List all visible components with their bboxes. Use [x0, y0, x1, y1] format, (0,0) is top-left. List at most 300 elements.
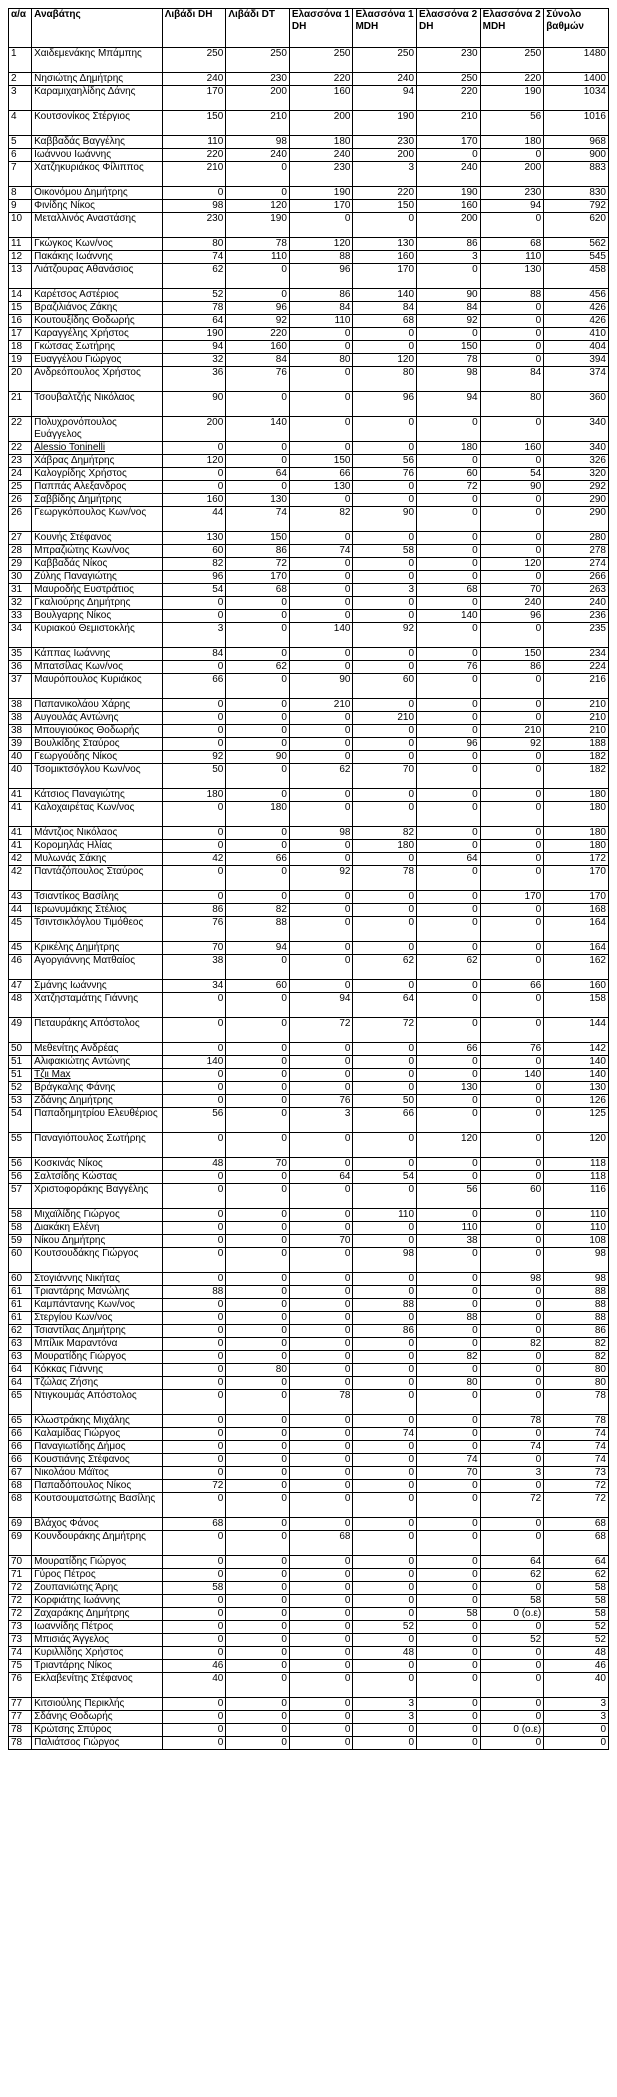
cell-livadi-dt: 0 — [226, 1415, 290, 1428]
table-row — [9, 392, 609, 417]
cell-rider-name: Μουρατίδης Γιώργος — [32, 1351, 163, 1364]
cell-elassona-1-mdh: 0 — [353, 661, 417, 674]
cell-elassona-2-mdh: 0 — [480, 507, 544, 532]
cell-livadi-dh: 56 — [162, 1108, 226, 1133]
cell-elassona-2-dh: 72 — [417, 481, 481, 494]
table-row — [9, 481, 609, 494]
cell-rider-name: Ζύλης Παναγιώτης — [32, 571, 163, 584]
cell-elassona-2-mdh: 0 — [480, 1390, 544, 1415]
cell-rank: 38 — [9, 712, 32, 725]
cell-rider-name: Ζαχαράκης Δημήτρης — [32, 1608, 163, 1621]
cell-elassona-1-mdh: 3 — [353, 162, 417, 187]
cell-elassona-2-mdh: 0 — [480, 1133, 544, 1158]
cell-rider-name: Κουτουξίδης Θοδωρής — [32, 315, 163, 328]
cell-elassona-2-dh: 0 — [417, 993, 481, 1018]
cell-elassona-1-dh: 180 — [289, 136, 353, 149]
cell-elassona-2-dh: 0 — [417, 1531, 481, 1556]
cell-elassona-2-mdh: 230 — [480, 187, 544, 200]
cell-livadi-dh: 0 — [162, 725, 226, 738]
cell-elassona-1-mdh: 0 — [353, 1660, 417, 1673]
table-row — [9, 289, 609, 302]
cell-elassona-1-mdh: 0 — [353, 481, 417, 494]
cell-elassona-1-dh: 0 — [289, 1133, 353, 1158]
cell-elassona-1-mdh: 92 — [353, 623, 417, 648]
cell-livadi-dh: 0 — [162, 738, 226, 751]
cell-elassona-1-mdh: 0 — [353, 1377, 417, 1390]
cell-elassona-2-mdh: 92 — [480, 738, 544, 751]
cell-rank: 57 — [9, 1184, 32, 1209]
cell-rank: 14 — [9, 289, 32, 302]
cell-rank: 58 — [9, 1222, 32, 1235]
cell-elassona-1-mdh: 130 — [353, 238, 417, 251]
cell-elassona-2-mdh: 90 — [480, 481, 544, 494]
cell-total: 0 — [544, 1724, 609, 1737]
cell-elassona-2-mdh: 0 — [480, 917, 544, 942]
cell-rank: 64 — [9, 1377, 32, 1390]
cell-rank: 3 — [9, 86, 32, 111]
table-row — [9, 1480, 609, 1493]
cell-elassona-1-mdh: 0 — [353, 1158, 417, 1171]
cell-rank: 61 — [9, 1299, 32, 1312]
cell-elassona-1-dh: 0 — [289, 853, 353, 866]
table-row — [9, 532, 609, 545]
cell-elassona-1-mdh: 80 — [353, 367, 417, 392]
cell-total: 1016 — [544, 111, 609, 136]
cell-elassona-1-mdh: 150 — [353, 200, 417, 213]
cell-rider-name: Κιτσιούλης Περικλής — [32, 1698, 163, 1711]
cell-rider-name: Μπατσίλας Κων/νος — [32, 661, 163, 674]
table-row — [9, 623, 609, 648]
cell-rank: 10 — [9, 213, 32, 238]
cell-elassona-1-dh: 92 — [289, 866, 353, 891]
cell-elassona-2-mdh: 0 — [480, 674, 544, 699]
cell-rank: 63 — [9, 1338, 32, 1351]
cell-total: 290 — [544, 494, 609, 507]
cell-elassona-1-dh: 0 — [289, 661, 353, 674]
cell-elassona-1-mdh: 48 — [353, 1647, 417, 1660]
cell-livadi-dh: 210 — [162, 162, 226, 187]
cell-elassona-2-mdh: 0 — [480, 1312, 544, 1325]
cell-livadi-dh: 0 — [162, 1235, 226, 1248]
cell-elassona-1-dh: 0 — [289, 917, 353, 942]
cell-total: 140 — [544, 1056, 609, 1069]
cell-elassona-1-mdh: 230 — [353, 136, 417, 149]
cell-elassona-2-dh: 200 — [417, 213, 481, 238]
cell-elassona-1-mdh: 0 — [353, 1222, 417, 1235]
cell-rider-name: Κουτσουδάκης Γιώργος — [32, 1248, 163, 1273]
cell-livadi-dt: 0 — [226, 1647, 290, 1660]
cell-rider-name: Γκώτσας Σωτήρης — [32, 341, 163, 354]
cell-rider-name: Τσιαντίλας Δημήτρης — [32, 1325, 163, 1338]
cell-rider-name: Ευαγγέλου Γιώργος — [32, 354, 163, 367]
cell-rider-name[interactable]: Alessio Toninelli — [32, 442, 163, 455]
cell-elassona-1-dh: 0 — [289, 1056, 353, 1069]
cell-elassona-1-dh: 64 — [289, 1171, 353, 1184]
cell-elassona-2-dh: 130 — [417, 1082, 481, 1095]
cell-elassona-1-mdh: 0 — [353, 1454, 417, 1467]
cell-livadi-dt: 0 — [226, 891, 290, 904]
cell-livadi-dh: 0 — [162, 610, 226, 623]
cell-livadi-dh: 80 — [162, 238, 226, 251]
cell-elassona-1-dh: 98 — [289, 827, 353, 840]
cell-livadi-dt: 0 — [226, 1312, 290, 1325]
cell-elassona-1-dh: 0 — [289, 213, 353, 238]
cell-livadi-dh: 0 — [162, 802, 226, 827]
cell-livadi-dt: 190 — [226, 213, 290, 238]
cell-elassona-1-dh: 250 — [289, 48, 353, 73]
cell-rider-name: Πολυχρονόπουλος Ευάγγελος — [32, 417, 163, 442]
cell-livadi-dt: 0 — [226, 1467, 290, 1480]
cell-livadi-dh: 0 — [162, 1711, 226, 1724]
cell-rider-name: Κουστιάνης Στέφανος — [32, 1454, 163, 1467]
cell-rider-name: Κρώτσης Σπύρος — [32, 1724, 163, 1737]
cell-elassona-1-dh: 0 — [289, 980, 353, 993]
cell-elassona-2-mdh: 96 — [480, 610, 544, 623]
table-row — [9, 1493, 609, 1518]
cell-elassona-1-dh: 76 — [289, 1095, 353, 1108]
cell-livadi-dt: 0 — [226, 764, 290, 789]
cell-elassona-2-dh: 0 — [417, 827, 481, 840]
cell-elassona-1-mdh: 0 — [353, 699, 417, 712]
cell-elassona-1-dh: 0 — [289, 392, 353, 417]
cell-livadi-dt: 0 — [226, 827, 290, 840]
cell-elassona-2-dh: 0 — [417, 1634, 481, 1647]
cell-livadi-dt: 0 — [226, 1184, 290, 1209]
cell-elassona-2-dh: 0 — [417, 751, 481, 764]
cell-rider-name: Καμπάντανης Κων/νος — [32, 1299, 163, 1312]
cell-total: 130 — [544, 1082, 609, 1095]
cell-total: 278 — [544, 545, 609, 558]
cell-livadi-dh: 0 — [162, 1621, 226, 1634]
cell-elassona-1-dh: 0 — [289, 891, 353, 904]
cell-elassona-2-mdh: 0 — [480, 328, 544, 341]
cell-elassona-1-mdh: 0 — [353, 328, 417, 341]
cell-elassona-1-dh: 130 — [289, 481, 353, 494]
cell-livadi-dt: 0 — [226, 162, 290, 187]
cell-elassona-1-mdh: 140 — [353, 289, 417, 302]
cell-livadi-dh: 60 — [162, 545, 226, 558]
table-row — [9, 1222, 609, 1235]
cell-elassona-2-dh: 0 — [417, 1621, 481, 1634]
cell-rider-name: Γεωργκόπουλος Κων/νος — [32, 507, 163, 532]
cell-elassona-1-mdh: 0 — [353, 942, 417, 955]
cell-rider-name: Σαλτσίδης Κώστας — [32, 1171, 163, 1184]
cell-elassona-1-dh: 170 — [289, 200, 353, 213]
table-row — [9, 1018, 609, 1043]
cell-elassona-1-mdh: 50 — [353, 1095, 417, 1108]
cell-livadi-dh: 0 — [162, 1415, 226, 1428]
cell-rank: 11 — [9, 238, 32, 251]
cell-elassona-2-mdh: 0 — [480, 417, 544, 442]
cell-elassona-1-dh: 74 — [289, 545, 353, 558]
cell-livadi-dh: 86 — [162, 904, 226, 917]
cell-livadi-dt: 210 — [226, 111, 290, 136]
cell-rider-name[interactable]: Τζιι Max — [32, 1069, 163, 1082]
cell-livadi-dh: 0 — [162, 1556, 226, 1569]
cell-total: 164 — [544, 942, 609, 955]
table-row — [9, 1595, 609, 1608]
cell-rider-name: Τσιαντίκος Βασίλης — [32, 891, 163, 904]
cell-rank: 78 — [9, 1724, 32, 1737]
cell-elassona-2-mdh: 0 — [480, 149, 544, 162]
cell-elassona-1-mdh: 0 — [353, 1312, 417, 1325]
cell-rider-name: Λιάτζουρας Αθανάσιος — [32, 264, 163, 289]
cell-livadi-dt: 0 — [226, 1595, 290, 1608]
cell-rider-name: Μαυρόπουλος Κυριάκος — [32, 674, 163, 699]
cell-total: 182 — [544, 764, 609, 789]
cell-rank: 25 — [9, 481, 32, 494]
cell-elassona-1-dh: 0 — [289, 1043, 353, 1056]
cell-livadi-dh: 180 — [162, 789, 226, 802]
cell-rider-name: Αλιφακιώτης Αντώνης — [32, 1056, 163, 1069]
table-row — [9, 558, 609, 571]
cell-elassona-2-dh: 0 — [417, 1325, 481, 1338]
table-row — [9, 1133, 609, 1158]
table-row — [9, 251, 609, 264]
cell-livadi-dh: 220 — [162, 149, 226, 162]
cell-elassona-2-dh: 0 — [417, 904, 481, 917]
cell-rank: 54 — [9, 1108, 32, 1133]
cell-rank: 2 — [9, 73, 32, 86]
cell-rider-name: Μπουγιούκος Θοδωρής — [32, 725, 163, 738]
table-row — [9, 1325, 609, 1338]
cell-elassona-1-dh: 0 — [289, 1493, 353, 1518]
cell-livadi-dt: 74 — [226, 507, 290, 532]
table-row — [9, 853, 609, 866]
cell-total: 234 — [544, 648, 609, 661]
cell-rider-name: Παλιάτσος Γιώργος — [32, 1737, 163, 1750]
cell-elassona-2-mdh: 86 — [480, 661, 544, 674]
cell-elassona-1-mdh: 0 — [353, 648, 417, 661]
table-row — [9, 942, 609, 955]
cell-rider-name: Βλάχος Φάνος — [32, 1518, 163, 1531]
cell-livadi-dt: 0 — [226, 1325, 290, 1338]
cell-total: 72 — [544, 1493, 609, 1518]
cell-livadi-dt: 0 — [226, 1235, 290, 1248]
table-row — [9, 1724, 609, 1737]
cell-elassona-1-dh: 0 — [289, 558, 353, 571]
cell-livadi-dt: 0 — [226, 1673, 290, 1698]
table-row — [9, 648, 609, 661]
cell-livadi-dh: 0 — [162, 1569, 226, 1582]
cell-rank: 64 — [9, 1364, 32, 1377]
cell-livadi-dt: 0 — [226, 699, 290, 712]
cell-elassona-2-mdh: 0 — [480, 840, 544, 853]
cell-rider-name: Πακάκης Ιωάννης — [32, 251, 163, 264]
cell-elassona-2-dh: 0 — [417, 1441, 481, 1454]
header-total-points: Σύνολο βαθμών — [544, 9, 609, 48]
cell-rider-name: Μπισιάς Άγγελος — [32, 1634, 163, 1647]
cell-livadi-dt: 96 — [226, 302, 290, 315]
table-row — [9, 417, 609, 442]
cell-livadi-dh: 68 — [162, 1518, 226, 1531]
cell-elassona-2-mdh: 0 — [480, 494, 544, 507]
cell-elassona-1-mdh: 0 — [353, 738, 417, 751]
cell-elassona-1-mdh: 0 — [353, 917, 417, 942]
cell-livadi-dt: 0 — [226, 866, 290, 891]
results-page — [8, 8, 609, 1750]
cell-elassona-1-dh: 3 — [289, 1108, 353, 1133]
cell-elassona-1-dh: 80 — [289, 354, 353, 367]
cell-rank: 13 — [9, 264, 32, 289]
cell-livadi-dh: 46 — [162, 1660, 226, 1673]
cell-elassona-2-dh: 86 — [417, 238, 481, 251]
cell-elassona-1-mdh: 0 — [353, 1634, 417, 1647]
cell-elassona-2-dh: 220 — [417, 86, 481, 111]
cell-elassona-1-dh: 0 — [289, 610, 353, 623]
cell-total: 1480 — [544, 48, 609, 73]
cell-livadi-dt: 0 — [226, 1518, 290, 1531]
cell-elassona-2-mdh: 68 — [480, 238, 544, 251]
table-row — [9, 1299, 609, 1312]
cell-elassona-2-mdh: 88 — [480, 289, 544, 302]
cell-rider-name: Γκαλιούρης Δημήτρης — [32, 597, 163, 610]
cell-elassona-1-mdh: 180 — [353, 840, 417, 853]
cell-elassona-2-dh: 180 — [417, 442, 481, 455]
cell-total: 374 — [544, 367, 609, 392]
cell-elassona-1-dh: 0 — [289, 442, 353, 455]
cell-rank: 68 — [9, 1480, 32, 1493]
cell-elassona-1-mdh: 66 — [353, 1108, 417, 1133]
cell-elassona-1-dh: 0 — [289, 1377, 353, 1390]
cell-livadi-dh: 0 — [162, 1312, 226, 1325]
cell-rider-name: Οικονόμου Δημήτρης — [32, 187, 163, 200]
cell-elassona-1-mdh: 0 — [353, 1531, 417, 1556]
cell-livadi-dh: 250 — [162, 48, 226, 73]
cell-elassona-2-dh: 150 — [417, 341, 481, 354]
cell-elassona-2-dh: 0 — [417, 1415, 481, 1428]
cell-rank: 26 — [9, 507, 32, 532]
cell-rider-name: Βράγκαλης Φάνης — [32, 1082, 163, 1095]
cell-elassona-1-mdh: 84 — [353, 302, 417, 315]
cell-elassona-2-dh: 240 — [417, 162, 481, 187]
cell-livadi-dh: 0 — [162, 1338, 226, 1351]
cell-rank: 37 — [9, 674, 32, 699]
cell-rank: 66 — [9, 1441, 32, 1454]
cell-livadi-dt: 0 — [226, 712, 290, 725]
cell-total: 458 — [544, 264, 609, 289]
cell-livadi-dt: 0 — [226, 789, 290, 802]
cell-livadi-dt: 0 — [226, 738, 290, 751]
cell-rider-name: Αυγουλάς Αντώνης — [32, 712, 163, 725]
table-row — [9, 712, 609, 725]
cell-rider-name: Σαββίδης Δημήτρης — [32, 494, 163, 507]
cell-elassona-2-mdh: 0 — [480, 1480, 544, 1493]
cell-elassona-2-mdh: 0 — [480, 623, 544, 648]
cell-elassona-2-dh: 0 — [417, 417, 481, 442]
cell-elassona-1-dh: 0 — [289, 1351, 353, 1364]
cell-total: 98 — [544, 1273, 609, 1286]
cell-livadi-dh: 0 — [162, 1595, 226, 1608]
cell-total: 292 — [544, 481, 609, 494]
table-row — [9, 111, 609, 136]
cell-total: 110 — [544, 1209, 609, 1222]
cell-elassona-1-dh: 0 — [289, 367, 353, 392]
cell-total: 162 — [544, 955, 609, 980]
table-header — [9, 9, 609, 48]
cell-elassona-1-dh: 86 — [289, 289, 353, 302]
cell-total: 82 — [544, 1351, 609, 1364]
cell-elassona-2-dh: 0 — [417, 532, 481, 545]
cell-elassona-1-dh: 0 — [289, 328, 353, 341]
cell-total: 188 — [544, 738, 609, 751]
cell-elassona-2-mdh: 58 — [480, 1595, 544, 1608]
cell-elassona-1-dh: 0 — [289, 1312, 353, 1325]
table-row — [9, 1171, 609, 1184]
cell-elassona-1-dh: 0 — [289, 1621, 353, 1634]
cell-elassona-1-dh: 0 — [289, 532, 353, 545]
cell-total: 62 — [544, 1569, 609, 1582]
cell-total: 340 — [544, 442, 609, 455]
cell-elassona-2-dh: 0 — [417, 942, 481, 955]
table-row — [9, 1043, 609, 1056]
cell-total: 394 — [544, 354, 609, 367]
table-row — [9, 1095, 609, 1108]
cell-elassona-1-mdh: 68 — [353, 315, 417, 328]
cell-elassona-2-dh: 0 — [417, 1518, 481, 1531]
cell-livadi-dt: 72 — [226, 558, 290, 571]
table-row — [9, 1273, 609, 1286]
cell-livadi-dh: 50 — [162, 764, 226, 789]
cell-livadi-dt: 0 — [226, 674, 290, 699]
cell-livadi-dh: 200 — [162, 417, 226, 442]
cell-elassona-1-dh: 94 — [289, 993, 353, 1018]
cell-elassona-2-dh: 0 — [417, 891, 481, 904]
cell-total: 58 — [544, 1582, 609, 1595]
cell-total: 58 — [544, 1595, 609, 1608]
table-row — [9, 980, 609, 993]
cell-elassona-2-dh: 0 — [417, 1056, 481, 1069]
cell-elassona-2-dh: 140 — [417, 610, 481, 623]
cell-elassona-1-dh: 0 — [289, 1441, 353, 1454]
cell-total: 410 — [544, 328, 609, 341]
cell-elassona-2-mdh: 120 — [480, 558, 544, 571]
cell-livadi-dt: 0 — [226, 1531, 290, 1556]
cell-elassona-1-mdh: 52 — [353, 1621, 417, 1634]
cell-livadi-dt: 0 — [226, 442, 290, 455]
header-livadi-dt: Λιβάδι DT — [226, 9, 290, 48]
cell-elassona-1-dh: 0 — [289, 584, 353, 597]
table-row — [9, 674, 609, 699]
cell-total: 118 — [544, 1158, 609, 1171]
cell-rider-name: Μάντζιος Νικόλαος — [32, 827, 163, 840]
table-row — [9, 1698, 609, 1711]
cell-elassona-1-mdh: 0 — [353, 1737, 417, 1750]
cell-livadi-dt: 0 — [226, 1698, 290, 1711]
table-row — [9, 866, 609, 891]
cell-livadi-dt: 120 — [226, 200, 290, 213]
cell-elassona-1-dh: 0 — [289, 1082, 353, 1095]
cell-rank: 70 — [9, 1556, 32, 1569]
cell-rider-name: Παναγιωτίδης Δήμος — [32, 1441, 163, 1454]
table-row — [9, 1467, 609, 1480]
cell-livadi-dt: 160 — [226, 341, 290, 354]
cell-rank: 43 — [9, 891, 32, 904]
cell-elassona-1-dh: 90 — [289, 674, 353, 699]
cell-total: 3 — [544, 1711, 609, 1724]
header-elassona-1-dh: Ελασσόνα 1 DH — [289, 9, 353, 48]
cell-rider-name: Καββαδάς Νίκος — [32, 558, 163, 571]
table-row — [9, 1673, 609, 1698]
cell-livadi-dh: 38 — [162, 955, 226, 980]
cell-elassona-1-mdh: 0 — [353, 725, 417, 738]
cell-livadi-dh: 90 — [162, 392, 226, 417]
cell-elassona-2-mdh: 0 (ο.ε) — [480, 1608, 544, 1621]
cell-livadi-dt: 0 — [226, 1043, 290, 1056]
cell-elassona-2-mdh: 170 — [480, 891, 544, 904]
cell-rank: 67 — [9, 1467, 32, 1480]
cell-livadi-dt: 68 — [226, 584, 290, 597]
